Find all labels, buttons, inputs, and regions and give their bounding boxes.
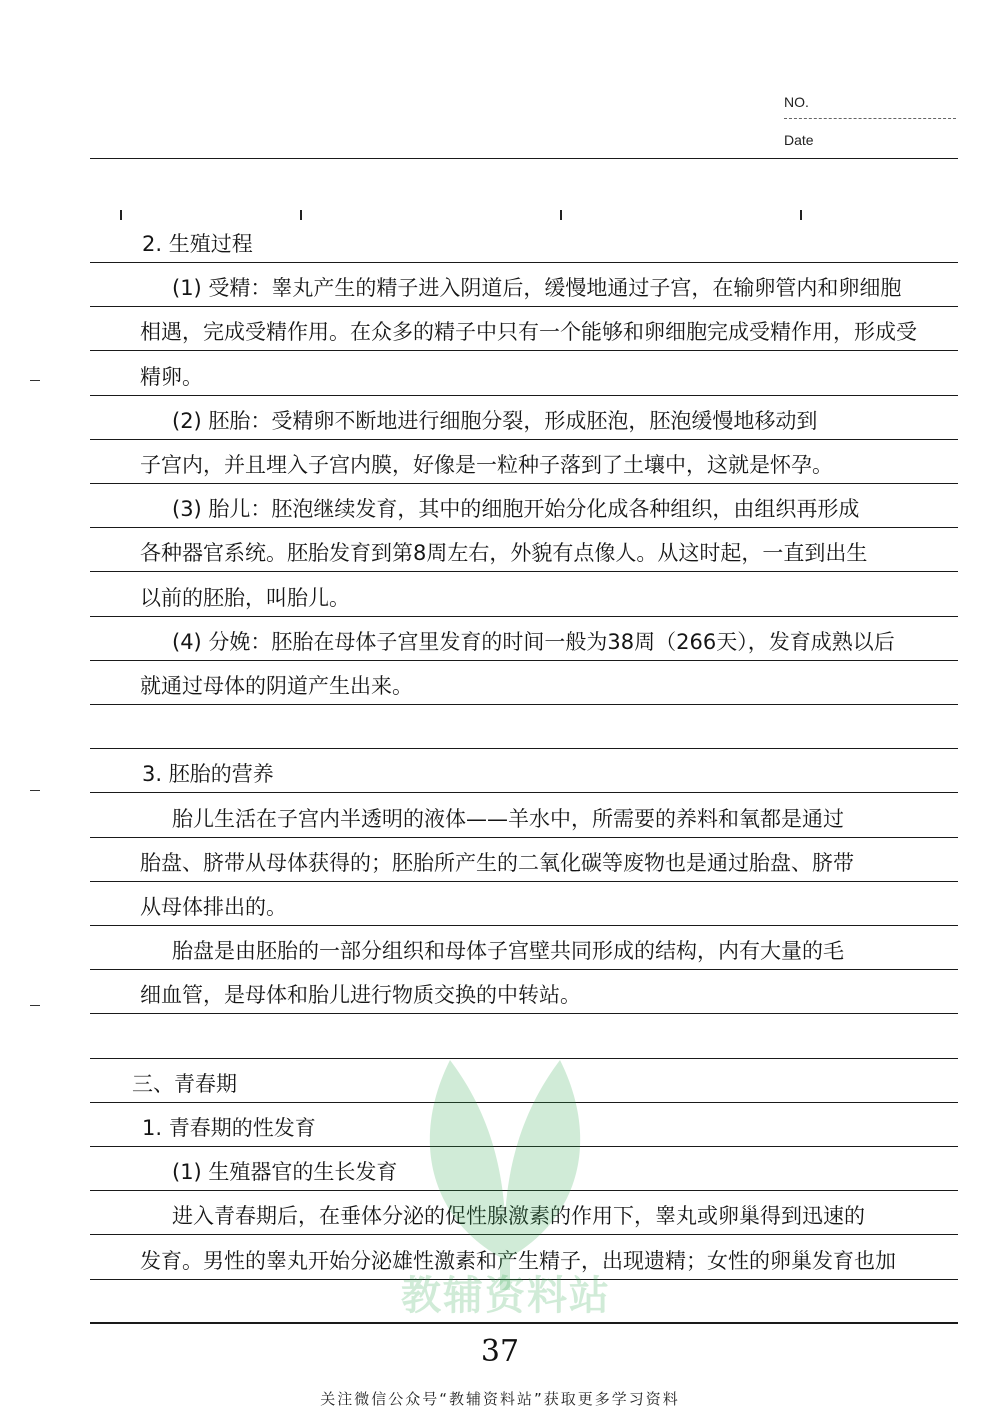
page-number: 37 bbox=[480, 1334, 520, 1369]
header-date-label: Date bbox=[784, 132, 814, 148]
rule-tick bbox=[560, 210, 562, 220]
text-line: 3. 胚胎的营养 bbox=[142, 762, 274, 787]
text-line: 2. 生殖过程 bbox=[142, 232, 253, 256]
text-line: 三、青春期 bbox=[132, 1071, 237, 1096]
rule-tick bbox=[300, 210, 302, 220]
text-line: 就通过母体的阴道产生出来。 bbox=[140, 674, 413, 698]
blank-line bbox=[140, 708, 946, 752]
header-dotted-line bbox=[784, 118, 956, 119]
footer-note: 关注微信公众号“教辅资料站”获取更多学习资料 bbox=[320, 1390, 680, 1408]
text-line: 相遇，完成受精作用。在众多的精子中只有一个能够和卵细胞完成受精作用，形成受 bbox=[140, 320, 917, 345]
margin-mark bbox=[30, 1005, 40, 1006]
text-line: (1) 受精：睾丸产生的精子进入阴道后，缓慢地通过子宫，在输卵管内和卵细胞 bbox=[172, 276, 902, 301]
text-line: 1. 青春期的性发育 bbox=[142, 1116, 316, 1140]
rule-tick bbox=[120, 210, 122, 220]
text-line: (2) 胚胎：受精卵不断地进行细胞分裂，形成胚泡，胚泡缓慢地移动到 bbox=[172, 408, 818, 433]
margin-mark bbox=[30, 380, 40, 381]
text-line: (4) 分娩：胚胎在母体子宫里发育的时间一般为38周（266天），发育成熟以后 bbox=[172, 629, 895, 654]
blank-line bbox=[140, 1018, 946, 1062]
text-line: 以前的胚胎，叫胎儿。 bbox=[140, 585, 350, 610]
text-line: 精卵。 bbox=[140, 364, 203, 389]
text-line: 进入青春期后，在垂体分泌的促性腺激素的作用下，睾丸或卵巢得到迅速的 bbox=[172, 1204, 865, 1229]
text-line: 胎盘是由胚胎的一部分组织和母体子宫壁共同形成的结构，内有大量的毛 bbox=[172, 939, 844, 964]
watermark-text: 教辅资料站 bbox=[401, 1273, 611, 1319]
rule-tick bbox=[800, 210, 802, 220]
text-line: 各种器官系统。胚胎发育到第8周左右，外貌有点像人。从这时起，一直到出生 bbox=[140, 541, 868, 566]
header-no-label: NO. bbox=[784, 94, 809, 110]
text-line: 胎盘、脐带从母体获得的；胚胎所产生的二氧化碳等废物也是通过胎盘、脐带 bbox=[140, 850, 854, 875]
text-line: (3) 胎儿：胚泡继续发育，其中的细胞开始分化成各种组织，由组织再形成 bbox=[172, 497, 860, 522]
bottom-rule bbox=[90, 1322, 958, 1323]
text-line: 发育。男性的睾丸开始分泌雄性激素和产生精子，出现遗精；女性的卵巢发育也加 bbox=[140, 1248, 896, 1273]
text-line: 胎儿生活在子宫内半透明的液体——羊水中，所需要的养料和氧都是通过 bbox=[172, 806, 844, 831]
text-line: 细血管，是母体和胎儿进行物质交换的中转站。 bbox=[140, 983, 581, 1008]
text-line: (1) 生殖器官的生长发育 bbox=[172, 1160, 398, 1185]
margin-mark bbox=[30, 790, 40, 791]
top-rule bbox=[90, 158, 958, 159]
text-line: 从母体排出的。 bbox=[140, 895, 287, 919]
text-line: 子宫内，并且埋入子宫内膜，好像是一粒种子落到了土壤中，这就是怀孕。 bbox=[140, 453, 833, 477]
